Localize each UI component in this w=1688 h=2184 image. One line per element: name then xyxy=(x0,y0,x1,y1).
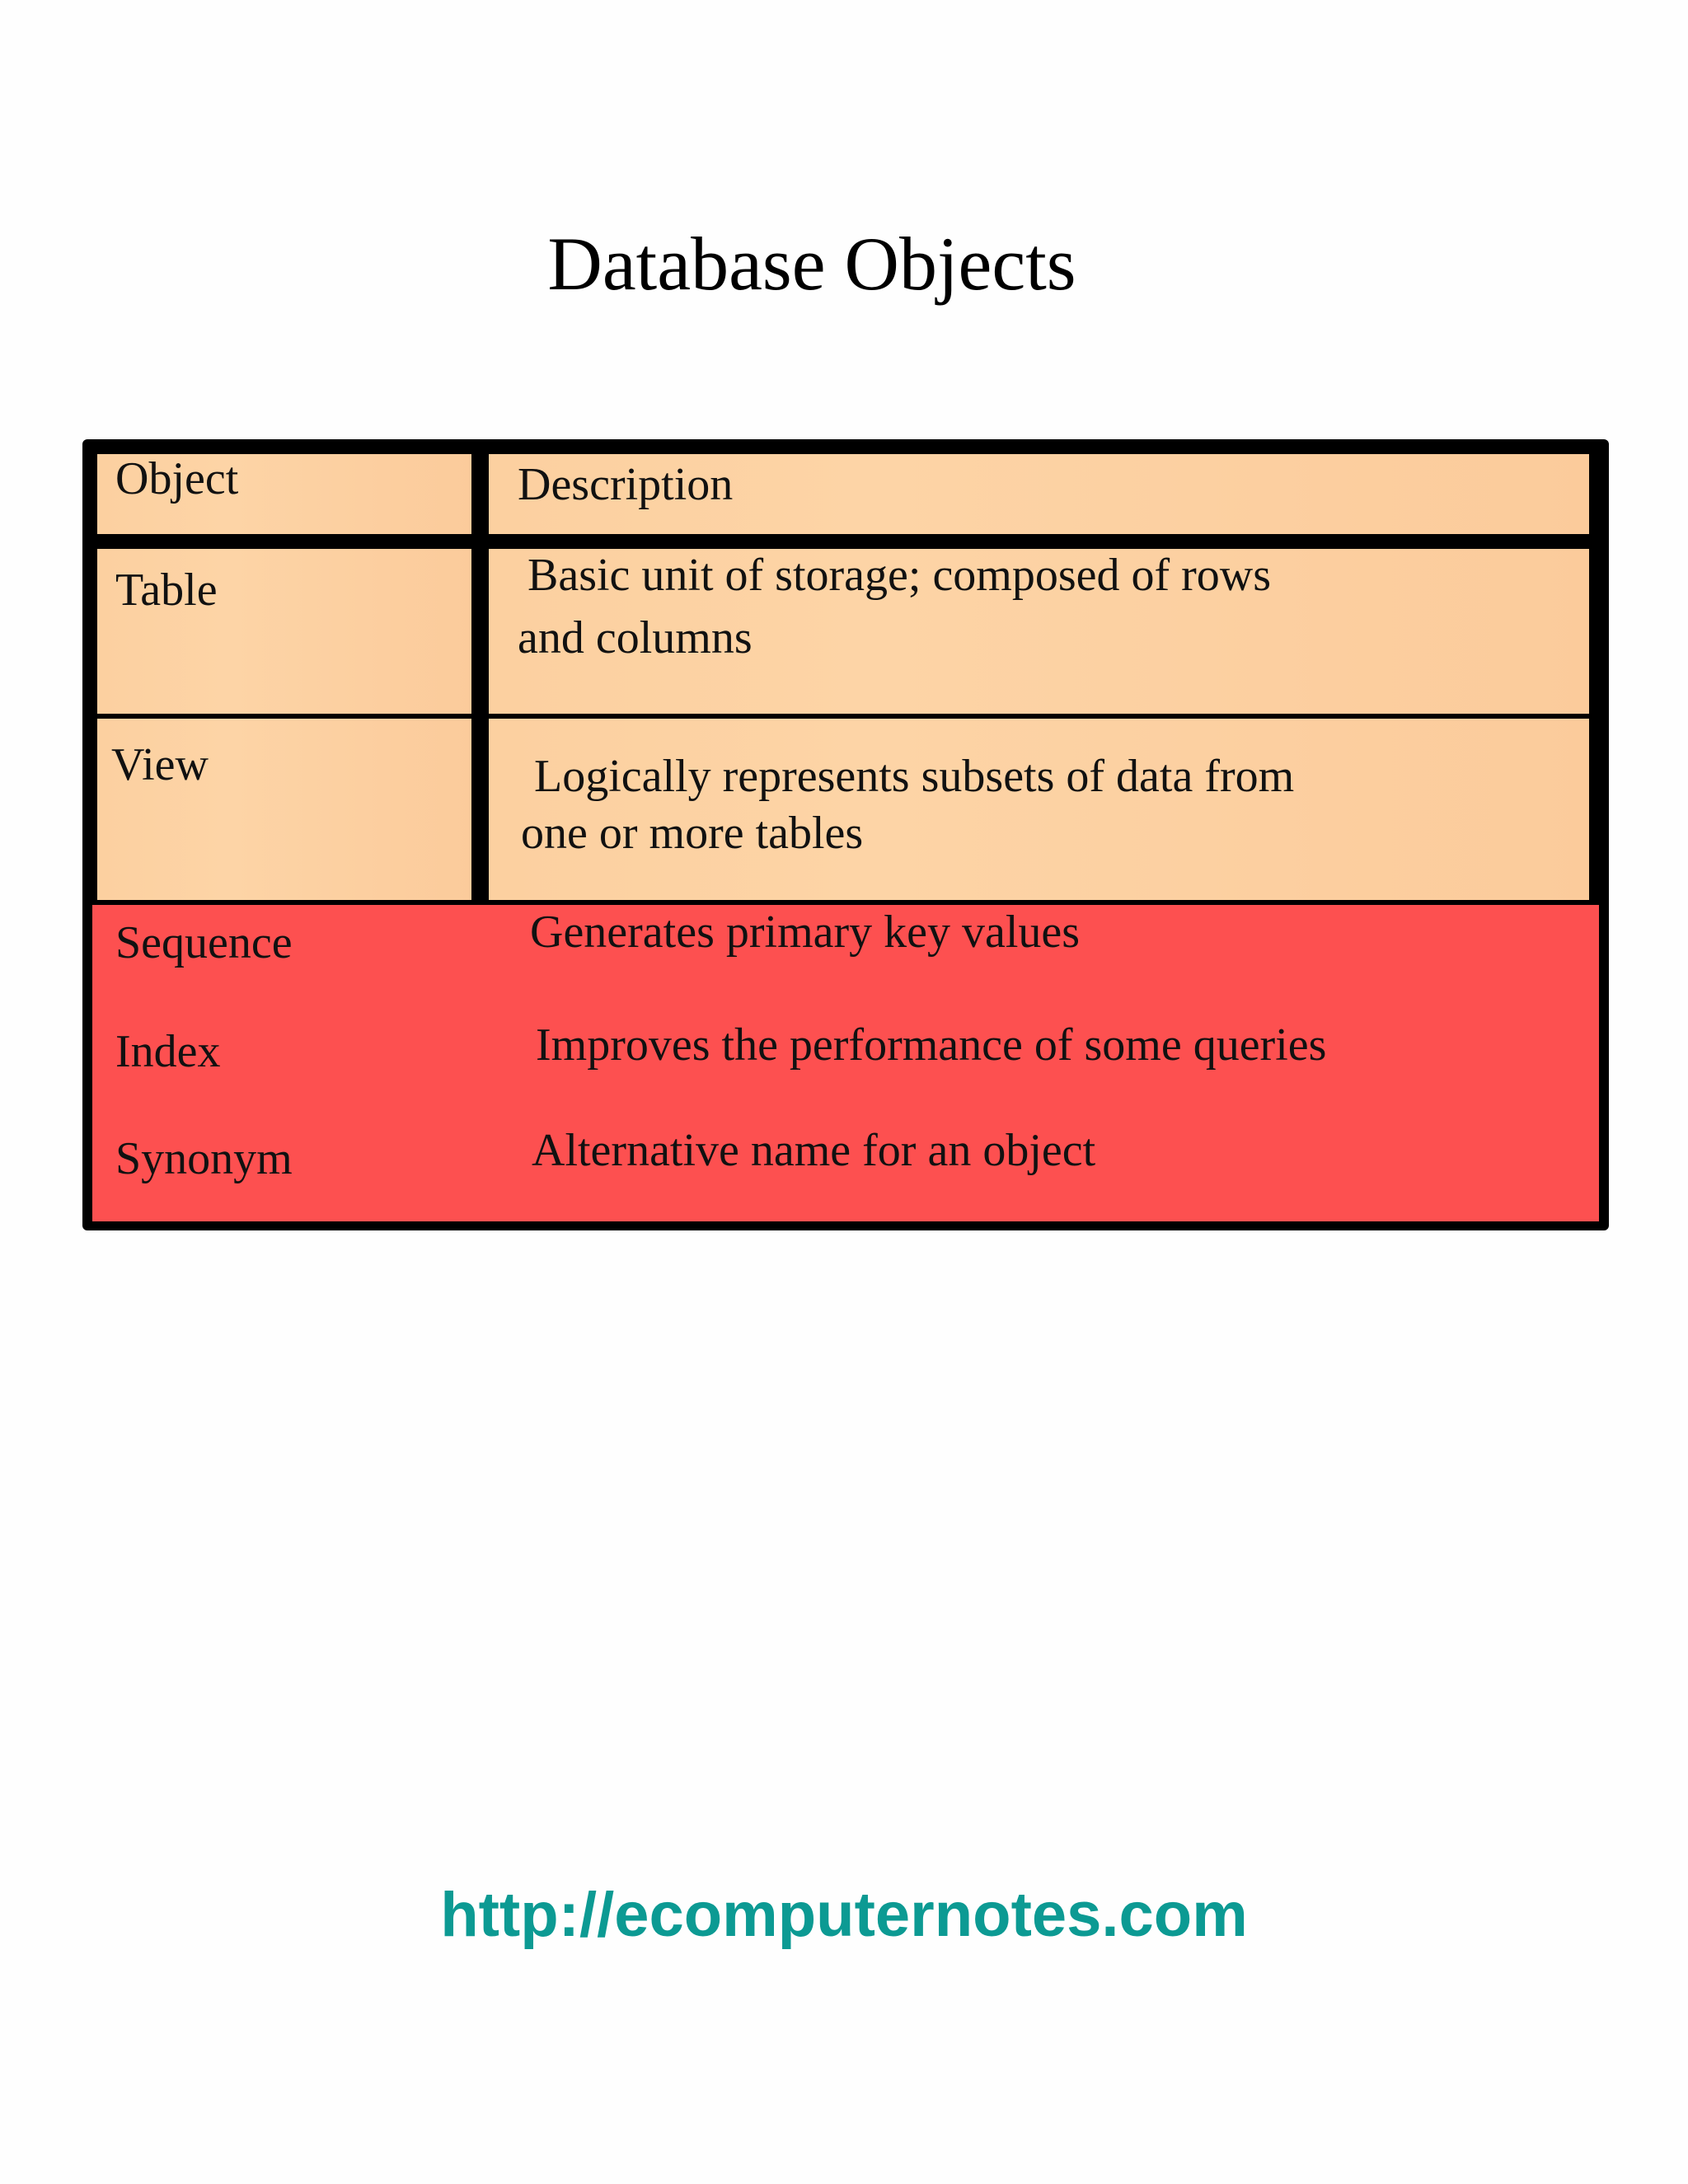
row-synonym-object-label: Synonym xyxy=(115,1133,293,1184)
footer-url-link[interactable]: http://ecomputernotes.com xyxy=(440,1880,1248,1950)
row-view-description-line1: Logically represents subsets of data from xyxy=(534,751,1295,802)
row-sequence-object-label: Sequence xyxy=(115,917,293,968)
row-table-object-label: Table xyxy=(115,565,218,616)
row-view-object-label: View xyxy=(111,739,209,790)
row-sequence-description: Generates primary key values xyxy=(530,907,1081,958)
header-object-label: Object xyxy=(115,453,239,504)
row-index-description: Improves the performance of some queries xyxy=(536,1019,1327,1071)
row-index-object-label: Index xyxy=(115,1026,221,1077)
page-title: Database Objects xyxy=(547,222,1076,306)
row-view-description-line2: one or more tables xyxy=(521,808,864,859)
row-table-description-line1: Basic unit of storage; composed of rows xyxy=(528,550,1272,601)
row-table-description-line2: and columns xyxy=(518,612,753,663)
row-synonym-description: Alternative name for an object xyxy=(532,1125,1096,1176)
header-description-label: Description xyxy=(518,459,734,510)
